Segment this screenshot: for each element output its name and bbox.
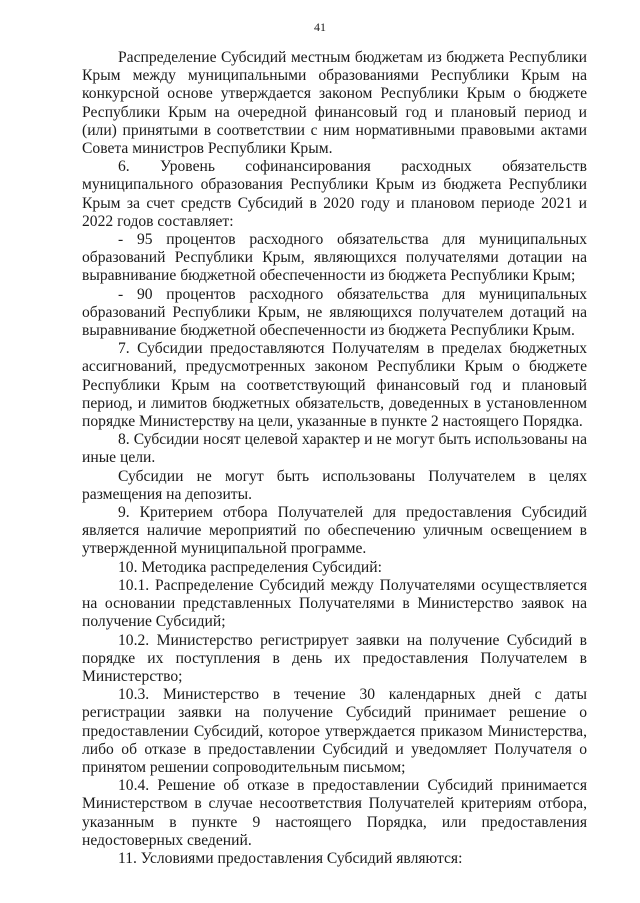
list-item-95-percent: - 95 процентов расходного обязательства для муниципальных образований Республики Крым, являющихся получателями дотации на выравнивание бюджетной обеспеченности из бюджета Республики Крым;: [82, 231, 587, 285]
paragraph-10-3: 10.3. Министерство в течение 30 календарных дней с даты регистрации заявки на получение Субсидий принимает решение о предоставлении Субсидий, которое утверждается приказом Министерства, либо об отказе в предоставлении Субсидий и уведомляет Получателя о принятом решении сопроводительным письмом;: [82, 686, 587, 776]
paragraph-10-1: 10.1. Распределение Субсидий между Получателями осуществляется на основании представленных Получателями в Министерство заявок на получение Субсидий;: [82, 576, 587, 631]
paragraph-6-cofinancing-level: 6. Уровень софинансирования расходных обязательств муниципального образования Республики Крым из бюджета Республики Крым за счет средств Субсидий в 2020 году и плановом периоде 2021 и 2022 годов составляет:: [82, 158, 587, 230]
paragraph-8-deposits: Субсидии не могут быть использованы Получателем в целях размещения на депозиты.: [82, 467, 587, 503]
paragraph-9-selection-criterion: 9. Критерием отбора Получателей для предоставления Субсидий является наличие мероприятий по обеспечению уличным освещением в утвержденной муниципальной программе.: [82, 504, 587, 558]
paragraph-10-methodology: 10. Методика распределения Субсидий:: [118, 558, 382, 576]
paragraph-11-conditions: 11. Условиями предоставления Субсидий являются:: [118, 849, 463, 867]
paragraph-10-4: 10.4. Решение об отказе в предоставлении Субсидий принимается Министерством в случае несоответствия Получателей критериям отбора, указанным в пункте 9 настоящего Порядка, или предоставления недостоверных сведений.: [82, 777, 587, 849]
paragraph-8-target-purpose: 8. Субсидии носят целевой характер и не могут быть использованы на иные цели.: [82, 431, 587, 467]
list-item-90-percent: - 90 процентов расходного обязательства для муниципальных образований Республики Крым, не являющихся получателем дотаций на выравнивание бюджетной обеспеченности из бюджета Республики Крым.: [82, 285, 587, 340]
paragraph-10-2: 10.2. Министерство регистрирует заявки на получение Субсидий в порядке их поступления в день их предоставления Получателем в Министерство;: [82, 631, 587, 685]
document-body: [82, 49, 587, 868]
page-number: 41: [314, 20, 326, 34]
paragraph-7-budget-limits: 7. Субсидии предоставляются Получателям в пределах бюджетных ассигнований, предусмотренных законом Республики Крым о бюджете Республики Крым на соответствующий финансовый год и плановый период, и лимитов бюджетных обязательств, доведенных в установленном порядке Министерству на цели, указанные в пункте 2 настоящего Порядка.: [82, 340, 587, 431]
paragraph-subsidy-distribution: Распределение Субсидий местным бюджетам из бюджета Республики Крым между муниципальными образованиями Республики Крым на конкурсной основе утверждается законом Республики Крым о бюджете Республики Крым на очередной финансовый год и плановый период и (или) принятыми в соответствии с ним нормативными правовыми актами Совета министров Республики Крым.: [82, 49, 587, 158]
